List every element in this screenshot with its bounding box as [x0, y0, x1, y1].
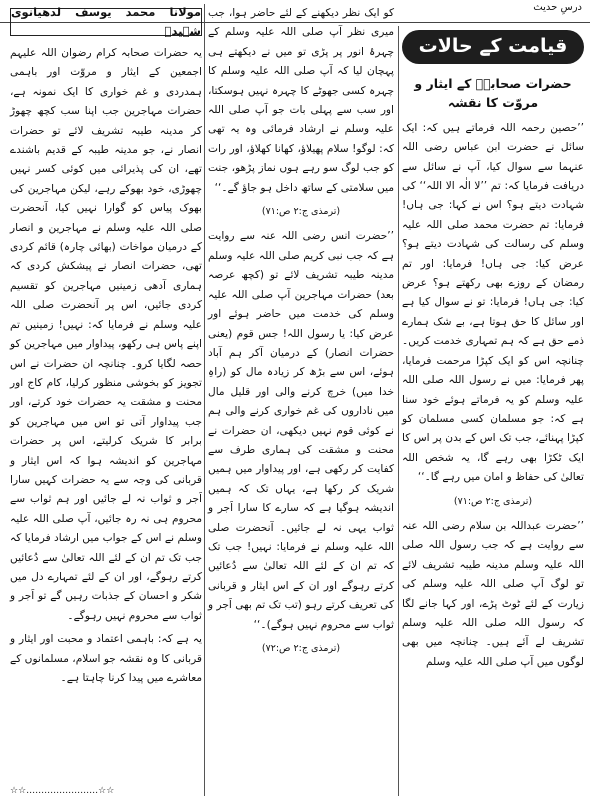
- column-divider-right: [398, 26, 399, 796]
- right-citation-1: (ترمذی ج:۲ ص:۷۱): [453, 495, 533, 507]
- mid-paragraph-2: ’’حضرت انس رضی اللہ عنہ سے روایت ہے کہ جب نبی کریم صلی اللہ علیہ وسلم مدینہ طیبہ تشریف لائے تو (کچھ عرصہ بعد) حضرات مہاجرین آپ صلی اللہ علیہ وسلم کی خدمت میں حاضر ہوئے اور عرض کیا: یا رسول اللہ! جس قوم (یعنی حضرات انصار) کے درمیان آکر ہم آباد ہوئے، اس سے بڑھ کر زیادہ مال کو (راہِ خدا میں) خرچ کرنے والی اور قلیل مال میں ناداروں کی غم خواری کرنے والی ہم نے کوئی قوم نہیں دیکھی، ان حضرات نے محنت و مشقت کی ہماری طرف سے کفایت کر رکھی ہے، اور پیداوار میں ہمیں شریک کر رکھا ہے، یہاں تک کہ ہمیں اندیشہ ہوگیا ہے کہ سارے کا سارا اَجر و ثواب یہی نہ لے جائیں۔ آنحضرت صلی اللہ علیہ وسلم نے فرمایا: نہیں! جب تک کہ تم ان کے لئے اللہ تعالیٰ سے دُعائیں کرتے رہوگے اور ان کے اس ایثار و قربانی کی تعریف کرتے رہو (تب تک تم بھی اَجر و ثواب سے محروم نہیں ہوگے)۔‘‘: [208, 230, 394, 631]
- footer-ornament: ☆☆……………………☆☆: [10, 786, 115, 796]
- page-header: درسِ حدیث: [533, 2, 582, 13]
- mid-citation-1: (ترمذی ج:۲ ص:۷۱): [261, 206, 341, 218]
- right-paragraph-1: ’’حصین رحمہ اللہ فرماتے ہیں کہ: ایک سائل نے حضرت ابن عباس رضی اللہ عنہما سے سوال کیا، آپ نے سائل سے دریافت فرمایا کہ: تم ’’لا الٰہ الا اللہ‘‘ کی شہادت دیتے ہو؟ اس نے کہا: جی ہاں! فرمایا: تم حضرت محمد صلی اللہ علیہ وسلم کی رسالت کی شہادت دیتے ہو؟ عرض کیا: جی ہاں! فرمایا: اور تم رمضان کے روزے بھی رکھتے ہو؟ عرض کیا: جی ہاں! فرمایا: تو نے سوال کیا ہے اور سائل کا حق ہوتا ہے، بے شک ہمارے ذمے حق ہے کہ ہم تمہاری خدمت کریں۔ چنانچہ اس کو ایک کپڑا مرحمت فرمایا، پھر فرمایا: میں نے رسول اللہ صلی اللہ علیہ وسلم کو یہ فرماتے ہوئے خود سنا ہے کہ: جو مسلمان کسی مسلمان کو کپڑا پہنائے، جب تک اس کے بدن پر اس کا ایک ٹکڑا بھی رہے گا، یہ شخص اللہ تعالیٰ کی حفاظ و امان میں رہے گا۔‘‘: [402, 121, 584, 484]
- author-byline: مولانا محمد یوسف لدھیانوی شہیدؒ: [11, 4, 201, 38]
- right-paragraph-2: ’’حضرت عبداللہ بن سلام رضی اللہ عنہ سے روایت ہے کہ جب رسول اللہ صلی اللہ علیہ وسلم مدینہ طیبہ تشریف لائے تو لوگ آپ صلی اللہ علیہ وسلم کی زیارت کے لئے ٹوٹ پڑے، اور کہا جانے لگا کہ رسول اللہ صلی اللہ علیہ وسلم تشریف لے آئے ہیں۔ چنانچہ میں بھی لوگوں میں آپ صلی اللہ علیہ وسلم: [402, 519, 584, 668]
- banner-title: قیامت کے حالات: [402, 30, 584, 64]
- right-column: [402, 24, 584, 676]
- column-divider-left: [204, 4, 205, 796]
- left-paragraph-1: یہ حضرات صحابہ کرام رضوان اللہ علیہم اجمعین کے ایثار و مروّت اور باہمی ہمدردی و غم خواری کا ایک نمونہ ہے، حضرات مہاجرین جب اپنا سب کچھ چھوڑ کر مدینہ طیبہ تشریف لائے تو حضرات انصار نے، جو مدینہ طیبہ کے قدیم باشندے تھے، ان کی پذیرائی میں کوئی کسر نہیں چھوڑی، خود بھوکے رہے، لیکن مہاجرین کی بھوک پیاس کو گوارا نہیں کیا، آنحضرت صلی اللہ علیہ وسلم نے مہاجرین و انصار کے درمیان مواخات (بھائی چارہ) قائم کردی تھی، حضرات انصار نے پیشکش کردی کہ ہماری آدھی زمینیں مہاجرین کو تقسیم کردی جائیں، اس پر آنحضرت صلی اللہ علیہ وسلم نے فرمایا کہ: نہیں! زمینیں تم اپنے پاس ہی رکھو، پیداوار میں مہاجرین کو حصہ لگایا کرو۔ چنانچہ ان حضرات نے اس تجویز کو بخوشی منظور کرلیا، کام کاج اور محنت و مشقت یہ حضرات خود کرتے، اور جب پیداوار آتی تو اس میں مہاجرین کو برابر کا شریک کرلیتے، اس پر حضرات مہاجرین کو اندیشہ ہوا کہ اس ایثار و قربانی کی وجہ سے یہ حضرات کہیں سارا اَجر و ثواب نہ لے جائیں اور ہم ثواب سے محروم ہی نہ رہ جائیں، آپ صلی اللہ علیہ وسلم نے اس کے جواب میں ارشاد فرمایا کہ جب تک تم ان کے لئے اللہ تعالیٰ سے دُعائیں کرتے رہوگے، اور ان کے لئے تمہارے دل میں شکر و احسان کے جذبات رہیں گے تو اَجر و ثواب سے محروم نہیں رہوگے۔: [10, 47, 202, 622]
- mid-citation-2: (ترمذی ج:۲ ص:۷۲): [261, 643, 341, 654]
- section-title: حضرات صحابہؓ کے ایثار و مروّت کا نقشہ: [414, 76, 572, 111]
- left-column: [10, 4, 202, 692]
- left-paragraph-2: یہ ہے کہ: باہمی اعتماد و محبت اور ایثار و قربانی کا وہ نقشہ جو اسلام، مسلمانوں کے معاشرے میں پیدا کرنا چاہتا ہے۔: [10, 633, 202, 684]
- mid-paragraph-1: کو ایک نظر دیکھنے کے لئے حاضر ہوا، جب میری نظر آپ صلی اللہ علیہ وسلم کے چہرۂ انور پر پڑی تو میں نے دیکھتے ہی پہچان لیا کہ آپ صلی اللہ علیہ وسلم کا چہرہ کسی جھوٹے کا چہرہ نہیں ہوسکتا، اور سب سے پہلی بات جو آپ صلی اللہ علیہ وسلم نے ارشاد فرمائی وہ یہ تھی کہ: لوگو! سلام پھیلاؤ، کھانا کھلاؤ، اور رات کو جب لوگ سو رہے ہوں نماز پڑھو، جنت میں سلامتی کے ساتھ داخل ہو جاؤ گے۔‘‘: [208, 7, 394, 194]
- middle-column: [208, 4, 394, 664]
